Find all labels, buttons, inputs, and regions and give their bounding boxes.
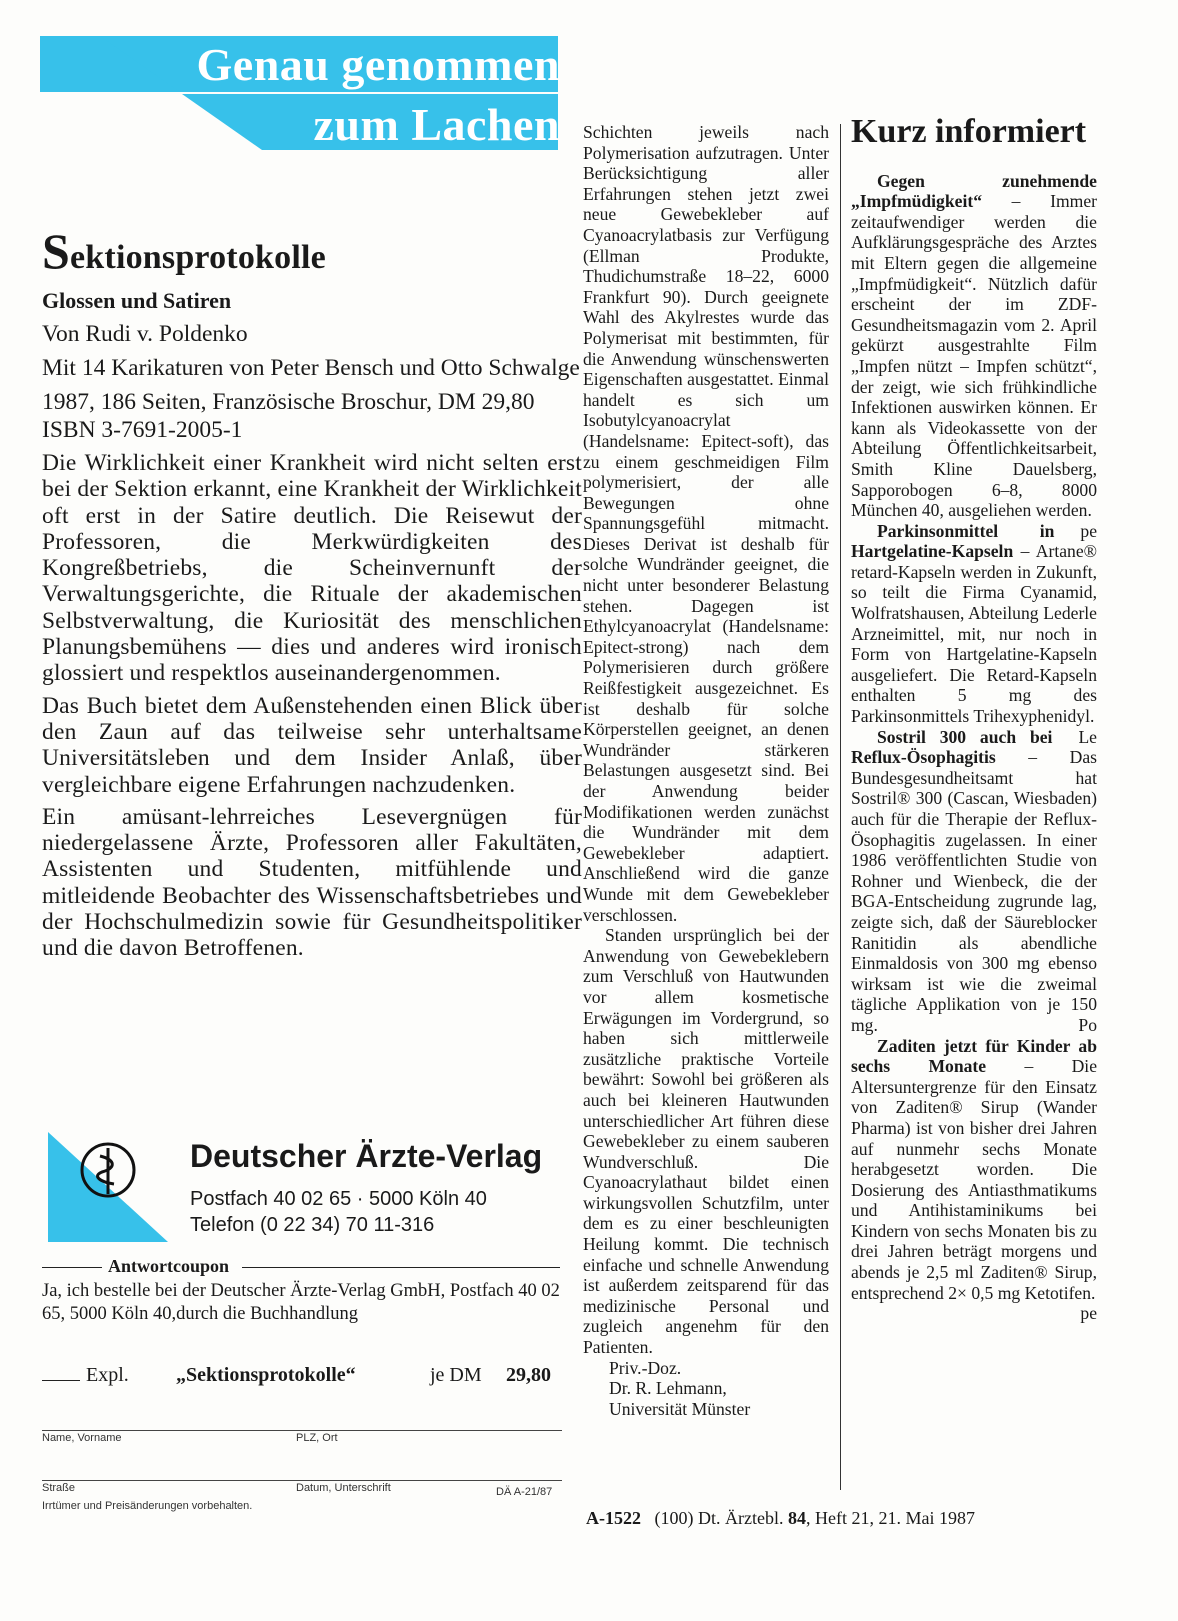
- order-row: [42, 1364, 572, 1392]
- date-label: Datum, Unterschrift: [296, 1482, 391, 1494]
- order-expl-label: Expl.: [86, 1364, 129, 1386]
- quantity-field[interactable]: [42, 1380, 80, 1381]
- header-banner: [40, 36, 580, 160]
- journal-name: Dt. Ärztebl.: [698, 1508, 784, 1528]
- coupon-rule-left: [42, 1267, 102, 1268]
- news-item: [851, 727, 1097, 1036]
- order-unit: je DM: [430, 1364, 482, 1386]
- book-title-initial: S: [42, 223, 71, 279]
- street-label: Straße: [42, 1482, 76, 1494]
- news-column: [851, 113, 1098, 1324]
- book-title-rest: ektionsprotokolle: [70, 239, 326, 276]
- ad-paragraph-3: Ein amüsant-lehrreiches Lesevergnügen für niedergelassene Ärzte, Professoren aller Fakultäten, Assistenten und Studenten, mitfühlende und mitleidende Beobachter des Wissenschaftsbetriebes und der Hochschulmedizin sowie für Gesundheitspolitiker und die davon Betroffenen.: [42, 803, 582, 962]
- coupon-header: [42, 1256, 572, 1278]
- journal-issue: , Heft 21, 21. Mai 1987: [805, 1508, 975, 1528]
- publisher-name: Deutscher Ärzte-Verlag: [190, 1138, 543, 1174]
- book-author: Von Rudi v. Poldenko: [42, 321, 248, 347]
- news-item-body: – Immer zeitaufwendiger werden die Aufklärungsgespräche des Arztes mit Eltern gegen die allgemeine „Impfmüdigkeit“. Nützlich dafür erscheint der im ZDF-Gesundheitsmagazin vom 2. April gekürzt ausgestrahlte Film „Impfen nützt – Impfen schützt“, der zeigt, wie sich frühkindliche Infektionen auswirken können. Er kann als Videokassette von der Abteilung Öffentlichkeitsarbeit, Smith Kline Dauelsberg, Sapporobogen 6–8, 8000 München 40, ausgeliehen werden.: [851, 191, 1097, 521]
- page-number: A-1522: [586, 1508, 641, 1528]
- article-paragraph-1: Schichten jeweils nach Polymerisation aufzutragen. Unter Berücksichtigung aller Erfahrungen stehen jetzt zwei neue Gewebekleber auf Cyanoacrylatbasis zur Verfügung (Ellman Produkte, Thudichumstraße 18–22, 6000 Frankfurt 90). Durch geeignete Wahl des Akylrestes wurde das Polymerisat mit bestimmten, für die Anwendung wünschenswerten Eigenschaften ausgestattet. Einmal handelt es sich um Isobutylcyanoacrylat (Handelsname: Epitect-soft), das zu einem geschmeidigen Film polymerisiert, der alle Bewegungen ohne Spannungsgefühl mitmacht. Dieses Derivat ist deshalb für solche Wundränder geeignet, die nicht unter besonderer Belastung stehen. Dagegen ist Ethylcyanoacrylat (Handelsname: Epitect-strong) nach dem Polymerisieren durch größere Reißfestigkeit ausgezeichnet. Es ist deshalb für solche Körperstellen geeignet, an denen Wundränder stärkeren Belastungen ausgesetzt sind. Bei der Anwendung beider Modifikationen werden zunächst die Wundränder mit dem Gewebekleber adaptiert. Anschließend wird die ganze Wunde mit dem Gewebekleber verschlossen.: [583, 122, 829, 925]
- coupon-text: Ja, ich bestelle bei der Deutscher Ärzte-Verlag GmbH, Postfach 40 02 65, 5000 Köln 40,durch die Buchhandlung: [42, 1281, 560, 1324]
- news-item-signature: Le: [1078, 726, 1097, 747]
- news-item-heading: Sostril 300 auch bei Reflux-Ösophagitis: [851, 726, 1053, 768]
- book-details: 1987, 186 Seiten, Französische Broschur, DM 29,80 ISBN 3-7691-2005-1: [42, 389, 535, 443]
- coupon-rule-right: [242, 1267, 560, 1268]
- page-number-internal: (100): [654, 1508, 694, 1528]
- news-item-signature: pe: [1080, 1303, 1097, 1324]
- article-paragraph-2: Standen ursprünglich bei der Anwendung von Gewebeklebern zum Verschluß von Hautwunden vor allem kosmetische Erwägungen im Vordergrund, so haben sich mittlerweile zusätzliche praktische Vorteile bewährt: Sowohl bei größeren als auch bei kleineren Hautwunden unterschiedlicher Art führen diese Gewebekleber zu einem sauberen Wundverschluß. Die Cyanoacrylathaut bildet einen wirkungsvollen Schutzfilm, unter dem es zu einer beschleunigten Heilung kommt. Die technisch einfache und schnelle Anwendung ist außerdem zeitsparend für das medizinische Personal und zugleich angenehm für den Patienten.: [583, 925, 829, 1358]
- news-item-signature: pe: [1080, 520, 1097, 541]
- coupon-code: DÄ A-21/87: [496, 1486, 553, 1498]
- news-item-heading: Parkinsonmittel in Hartgelatine-Kapseln: [851, 520, 1055, 562]
- book-title: [42, 222, 582, 280]
- news-item-body: – Die Altersuntergrenze für den Einsatz von Zaditen® Sirup (Wander Pharma) ist von bisher drei Jahren auf nunmehr sechs Monate herabgesetzt worden. Die Dosierung des Antiasthmatikums und Antihistaminikums bei Kindern von sechs Monaten bis zu drei Jahren beträgt morgens und abends je 2,5 ml Zaditen® Sirup, entsprechend 2× 0,5 mg Ketotifen.: [851, 1056, 1098, 1303]
- order-book-title: „Sektionsprotokolle“: [176, 1364, 356, 1386]
- coupon-title: Antwortcoupon: [104, 1256, 233, 1277]
- ad-paragraph-2: Das Buch bietet dem Außenstehenden einen Blick über den Zaun auf das teilweise sehr unterhaltsame Universitätsleben und dem Insider Anlaß, über vergleichbare eigene Erfahrungen nachzudenken.: [42, 692, 582, 798]
- news-item-heading: Zaditen jetzt für Kinder ab sechs Monate: [851, 1035, 1097, 1077]
- author-affiliation: Universität Münster: [609, 1398, 751, 1419]
- name-field[interactable]: [42, 1430, 562, 1431]
- publisher-address: Postfach 40 02 65 · 5000 Köln 40: [190, 1188, 487, 1210]
- page-footer: [586, 1508, 975, 1529]
- name-label: Name, Vorname: [42, 1432, 122, 1444]
- publisher-phone: Telefon (0 22 34) 70 11-316: [190, 1214, 435, 1236]
- publisher-block: [48, 1132, 588, 1242]
- news-item-body: – Das Bundesgesundheitsamt hat Sostril® 300 (Cascan, Wiesbaden) auch für die Therapie der Reflux-Ösophagitis zugelassen. In einer 1986 veröffentlichten Studie von Rohner und Wienbeck, die der BGA-Entscheidung zugrunde lag, zeigte sich, daß der Säureblocker Ranitidin als abendliche Einmaldosis von 300 mg ebenso wirksam ist wie die zweimal tägliche Applikation von je 150 mg.: [851, 747, 1097, 1035]
- aesculapian-staff-icon: [48, 1132, 168, 1242]
- article-column: [583, 122, 829, 1419]
- order-price: 29,80: [506, 1364, 551, 1386]
- book-ad: [42, 222, 582, 962]
- banner-line-1: Genau genommen: [196, 39, 560, 90]
- news-item-signature: Po: [1078, 1014, 1097, 1035]
- order-coupon: [42, 1256, 572, 1392]
- news-item-body: – Artane® retard-Kapseln werden in Zukunft, so teilt die Firma Cyanamid, Wolfratshausen, Abteilung Lederle Arzneimittel, mit, nur noch in Form von Hartgelatine-Kapseln ausgeliefert. Die Retard-Kapseln enthalten 5 mg des Parkinsonmittels Trihexyphenidyl.: [851, 541, 1097, 727]
- plz-label: PLZ, Ort: [296, 1432, 338, 1444]
- disclaimer: Irrtümer und Preisänderungen vorbehalten.: [42, 1500, 253, 1512]
- column-divider: [840, 124, 841, 1490]
- author-title: Priv.-Doz.: [609, 1357, 682, 1378]
- book-subtitle: Glossen und Satiren: [42, 288, 232, 313]
- author-name: Dr. R. Lehmann,: [609, 1378, 727, 1399]
- news-item-heading: Gegen zunehmende „Impfmüdigkeit“: [851, 170, 1097, 212]
- journal-volume: 84: [787, 1508, 806, 1528]
- ad-paragraph-1: Die Wirklichkeit einer Krankheit wird nicht selten erst bei der Sektion erkannt, eine Krankheit der Wirklichkeit oft erst in der Satire deutlich. Die Reisewut der Professoren, die Merkwürdigkeiten des Kongreßbetriebs, die Scheinvernunft der Verwaltungsgerichte, die Rituale der akademischen Selbstverwaltung, die Kuriosität des menschlichen Planungsbemühens — dies und anderes wird ironisch glossiert und respektlos auseinandergenommen.: [42, 450, 582, 687]
- banner-line-2: zum Lachen: [313, 99, 560, 150]
- street-field[interactable]: [42, 1480, 562, 1481]
- book-illustrations: Mit 14 Karikaturen von Peter Bensch und Otto Schwalge: [42, 355, 580, 381]
- news-item: [851, 1035, 1098, 1324]
- section-title: Kurz informiert: [851, 113, 1087, 150]
